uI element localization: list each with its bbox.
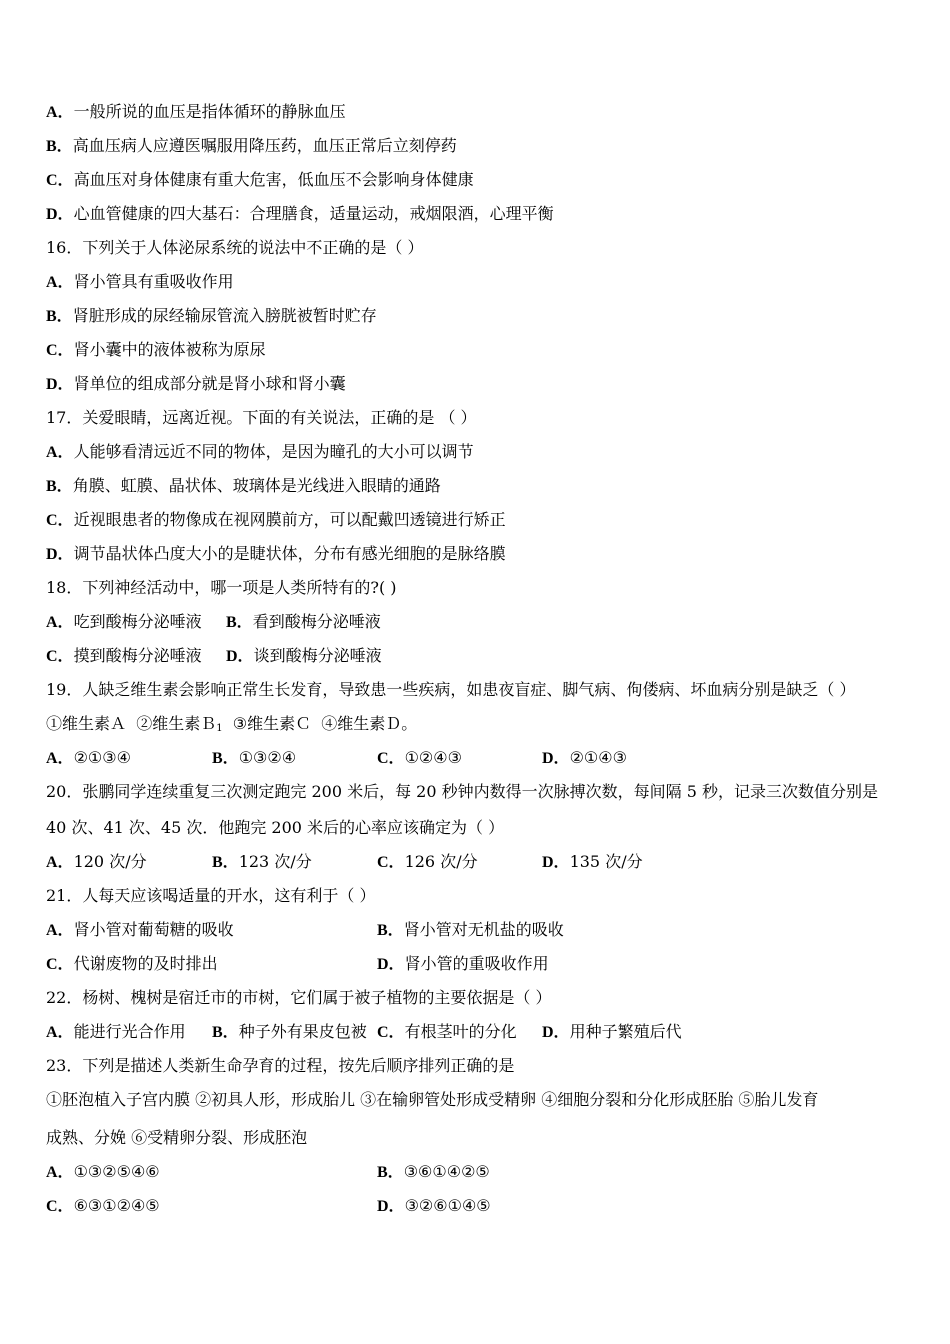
q22-option-d bbox=[542, 1022, 682, 1043]
option-label: D． bbox=[542, 750, 570, 767]
q18-stem bbox=[46, 578, 397, 598]
option-text: 126 次/分 bbox=[404, 852, 478, 871]
option-text: 用种子繁殖后代 bbox=[569, 1022, 682, 1041]
option-label: A． bbox=[46, 104, 74, 121]
option-text: 肾小管具有重吸收作用 bbox=[73, 272, 234, 291]
option-text: ②①③④ bbox=[73, 748, 131, 767]
question-number: 22． bbox=[46, 988, 83, 1007]
q18-option-d bbox=[226, 646, 382, 667]
option-text: 吃到酸梅分泌唾液 bbox=[73, 612, 202, 631]
question-number: 17． bbox=[46, 408, 83, 427]
option-text: 肾小管对无机盐的吸收 bbox=[403, 920, 564, 939]
question-number: 18． bbox=[46, 578, 83, 597]
option-label: B． bbox=[46, 138, 73, 155]
q17-option-d bbox=[46, 544, 506, 565]
question-text: 下列是描述人类新生命孕育的过程，按先后顺序排列正确的是 bbox=[82, 1056, 515, 1075]
option-text: ①③②⑤④⑥ bbox=[73, 1162, 160, 1181]
option-label: A． bbox=[46, 750, 74, 767]
option-label: C． bbox=[377, 854, 405, 871]
option-label: A． bbox=[46, 274, 74, 291]
question-text: 关爱眼睛，远离近视。下面的有关说法，正确的是 （ ） bbox=[82, 408, 477, 427]
option-label: C． bbox=[377, 1024, 405, 1041]
option-text: 调节晶状体凸度大小的是睫状体，分布有感光细胞的是脉络膜 bbox=[73, 544, 506, 563]
option-label: C． bbox=[46, 648, 74, 665]
q19-stem bbox=[46, 680, 855, 700]
q17-stem bbox=[46, 408, 477, 428]
option-text: 肾小管的重吸收作用 bbox=[404, 954, 549, 973]
q22-stem bbox=[46, 988, 551, 1008]
q21-stem bbox=[46, 886, 375, 906]
q19-items bbox=[46, 714, 417, 739]
question-number: 20． bbox=[46, 782, 83, 801]
question-text: 人缺乏维生素会影响正常生长发育，导致患一些疾病，如患夜盲症、脚气病、佝偻病、坏血病分别是缺乏（ ） bbox=[82, 680, 856, 699]
q15-option-d bbox=[46, 204, 554, 225]
question-text: 下列关于人体泌尿系统的说法中不正确的是（ ） bbox=[82, 238, 424, 257]
question-text: 杨树、槐树是宿迁市的市树，它们属于被子植物的主要依据是（ ） bbox=[82, 988, 552, 1007]
option-text: 肾脏形成的尿经输尿管流入膀胱被暂时贮存 bbox=[72, 306, 377, 325]
q22-option-b bbox=[212, 1022, 367, 1043]
q22-option-a bbox=[46, 1022, 186, 1043]
option-text: 高血压对身体健康有重大危害，低血压不会影响身体健康 bbox=[73, 170, 474, 189]
question-number: 19． bbox=[46, 680, 83, 699]
q20-stem-line2 bbox=[46, 818, 504, 838]
question-text: 人每天应该喝适量的开水，这有利于（ ） bbox=[82, 886, 376, 905]
option-label: C． bbox=[46, 172, 74, 189]
option-label: D． bbox=[377, 956, 405, 973]
option-label: A． bbox=[46, 614, 74, 631]
option-label: D． bbox=[377, 1198, 405, 1215]
q23-option-c bbox=[46, 1196, 160, 1217]
question-text: 下列神经活动中，哪一项是人类所特有的?( ) bbox=[82, 578, 397, 597]
q19-option-b bbox=[212, 748, 296, 769]
subscript: 1 bbox=[216, 723, 223, 734]
q21-option-d bbox=[377, 954, 549, 975]
q16-stem bbox=[46, 238, 423, 258]
q16-option-d bbox=[46, 374, 346, 395]
q15-option-b bbox=[46, 136, 457, 157]
option-text: 心血管健康的四大基石：合理膳食，适量运动，戒烟限酒，心理平衡 bbox=[73, 204, 554, 223]
q23-option-a bbox=[46, 1162, 160, 1183]
item-vitamin-a: ①维生素Ａ bbox=[46, 714, 127, 733]
q16-option-a bbox=[46, 272, 234, 293]
option-label: C． bbox=[46, 512, 74, 529]
option-text: ①③②④ bbox=[238, 748, 297, 767]
option-label: B． bbox=[46, 478, 73, 495]
item-vitamin-c: ③维生素Ｃ bbox=[232, 714, 312, 733]
q15-option-a bbox=[46, 102, 346, 123]
q23-items-line1 bbox=[46, 1090, 818, 1110]
question-text: 张鹏同学连续重复三次测定跑完 200 米后，每 20 秒钟内数得一次脉搏次数，每间隔 5 秒，记录三次数值分别是 bbox=[82, 782, 878, 801]
option-text: 肾单位的组成部分就是肾小球和肾小囊 bbox=[73, 374, 346, 393]
question-number: 21． bbox=[46, 886, 83, 905]
option-text: ①②④③ bbox=[404, 748, 462, 767]
option-text: ②①④③ bbox=[569, 748, 627, 767]
option-label: A． bbox=[46, 444, 74, 461]
option-label: C． bbox=[377, 750, 405, 767]
option-text: 代谢废物的及时排出 bbox=[73, 954, 218, 973]
option-label: B． bbox=[212, 854, 239, 871]
option-label: A． bbox=[46, 854, 74, 871]
option-text: 高血压病人应遵医嘱服用降压药，血压正常后立刻停药 bbox=[72, 136, 457, 155]
option-label: C． bbox=[46, 1198, 74, 1215]
option-text: 123 次/分 bbox=[238, 852, 312, 871]
question-text: 40 次、41 次、45 次．他跑完 200 米后的心率应该确定为（ ） bbox=[46, 818, 505, 837]
q18-option-a bbox=[46, 612, 202, 633]
question-number: 23． bbox=[46, 1056, 83, 1075]
q23-option-b bbox=[377, 1162, 490, 1183]
q21-option-a bbox=[46, 920, 234, 941]
option-text: 一般所说的血压是指体循环的静脉血压 bbox=[73, 102, 346, 121]
q15-option-c bbox=[46, 170, 474, 191]
item-vitamin-d: ④维生素Ｄ。 bbox=[321, 714, 418, 733]
q20-option-d bbox=[542, 852, 643, 873]
option-text: 120 次/分 bbox=[73, 852, 147, 871]
option-label: B． bbox=[377, 922, 404, 939]
option-text: 人能够看清远近不同的物体，是因为瞳孔的大小可以调节 bbox=[73, 442, 474, 461]
option-label: D． bbox=[46, 206, 74, 223]
item-vitamin-b: ②维生素Ｂ bbox=[136, 714, 217, 733]
option-text: 谈到酸梅分泌唾液 bbox=[253, 646, 382, 665]
option-text: 看到酸梅分泌唾液 bbox=[252, 612, 381, 631]
option-text: ③⑥①④②⑤ bbox=[403, 1162, 490, 1181]
q23-stem bbox=[46, 1056, 514, 1076]
option-text: 角膜、虹膜、晶状体、玻璃体是光线进入眼睛的通路 bbox=[72, 476, 441, 495]
option-text: 摸到酸梅分泌唾液 bbox=[73, 646, 202, 665]
question-items: 成熟、分娩 ⑥受精卵分裂、形成胚泡 bbox=[46, 1128, 308, 1147]
q20-option-a bbox=[46, 852, 147, 873]
option-label: D． bbox=[46, 376, 74, 393]
q19-option-d bbox=[542, 748, 627, 769]
option-label: A． bbox=[46, 1024, 74, 1041]
option-text: 135 次/分 bbox=[569, 852, 643, 871]
q20-option-b bbox=[212, 852, 312, 873]
option-text: 能进行光合作用 bbox=[73, 1022, 186, 1041]
q17-option-c bbox=[46, 510, 506, 531]
option-label: B． bbox=[46, 308, 73, 325]
option-text: ③②⑥①④⑤ bbox=[404, 1196, 491, 1215]
q19-option-a bbox=[46, 748, 131, 769]
q20-option-c bbox=[377, 852, 478, 873]
option-label: C． bbox=[46, 956, 74, 973]
option-label: D． bbox=[46, 546, 74, 563]
q17-option-a bbox=[46, 442, 474, 463]
q23-option-d bbox=[377, 1196, 491, 1217]
option-label: C． bbox=[46, 342, 74, 359]
option-text: 有根茎叶的分化 bbox=[404, 1022, 517, 1041]
option-label: B． bbox=[212, 1024, 239, 1041]
q18-option-b bbox=[226, 612, 381, 633]
question-number: 16． bbox=[46, 238, 83, 257]
q16-option-b bbox=[46, 306, 377, 327]
q20-stem-line1 bbox=[46, 782, 878, 802]
q21-option-c bbox=[46, 954, 218, 975]
option-label: A． bbox=[46, 922, 74, 939]
option-label: D． bbox=[542, 854, 570, 871]
option-text: ⑥③①②④⑤ bbox=[73, 1196, 160, 1215]
option-label: B． bbox=[226, 614, 253, 631]
option-text: 肾小囊中的液体被称为原尿 bbox=[73, 340, 266, 359]
q21-option-b bbox=[377, 920, 564, 941]
option-label: B． bbox=[212, 750, 239, 767]
option-label: D． bbox=[226, 648, 254, 665]
q22-option-c bbox=[377, 1022, 517, 1043]
q19-option-c bbox=[377, 748, 462, 769]
q23-items-line2 bbox=[46, 1128, 307, 1148]
option-label: B． bbox=[377, 1164, 404, 1181]
option-text: 肾小管对葡萄糖的吸收 bbox=[73, 920, 234, 939]
q16-option-c bbox=[46, 340, 266, 361]
option-text: 近视眼患者的物像成在视网膜前方，可以配戴凹透镜进行矫正 bbox=[73, 510, 506, 529]
q18-option-c bbox=[46, 646, 202, 667]
option-text: 种子外有果皮包被 bbox=[238, 1022, 367, 1041]
option-label: A． bbox=[46, 1164, 74, 1181]
question-items: ①胚泡植入子宫内膜 ②初具人形，形成胎儿 ③在输卵管处形成受精卵 ④细胞分裂和分化形成胚胎 ⑤胎儿发育 bbox=[46, 1090, 819, 1109]
option-label: D． bbox=[542, 1024, 570, 1041]
q17-option-b bbox=[46, 476, 441, 497]
